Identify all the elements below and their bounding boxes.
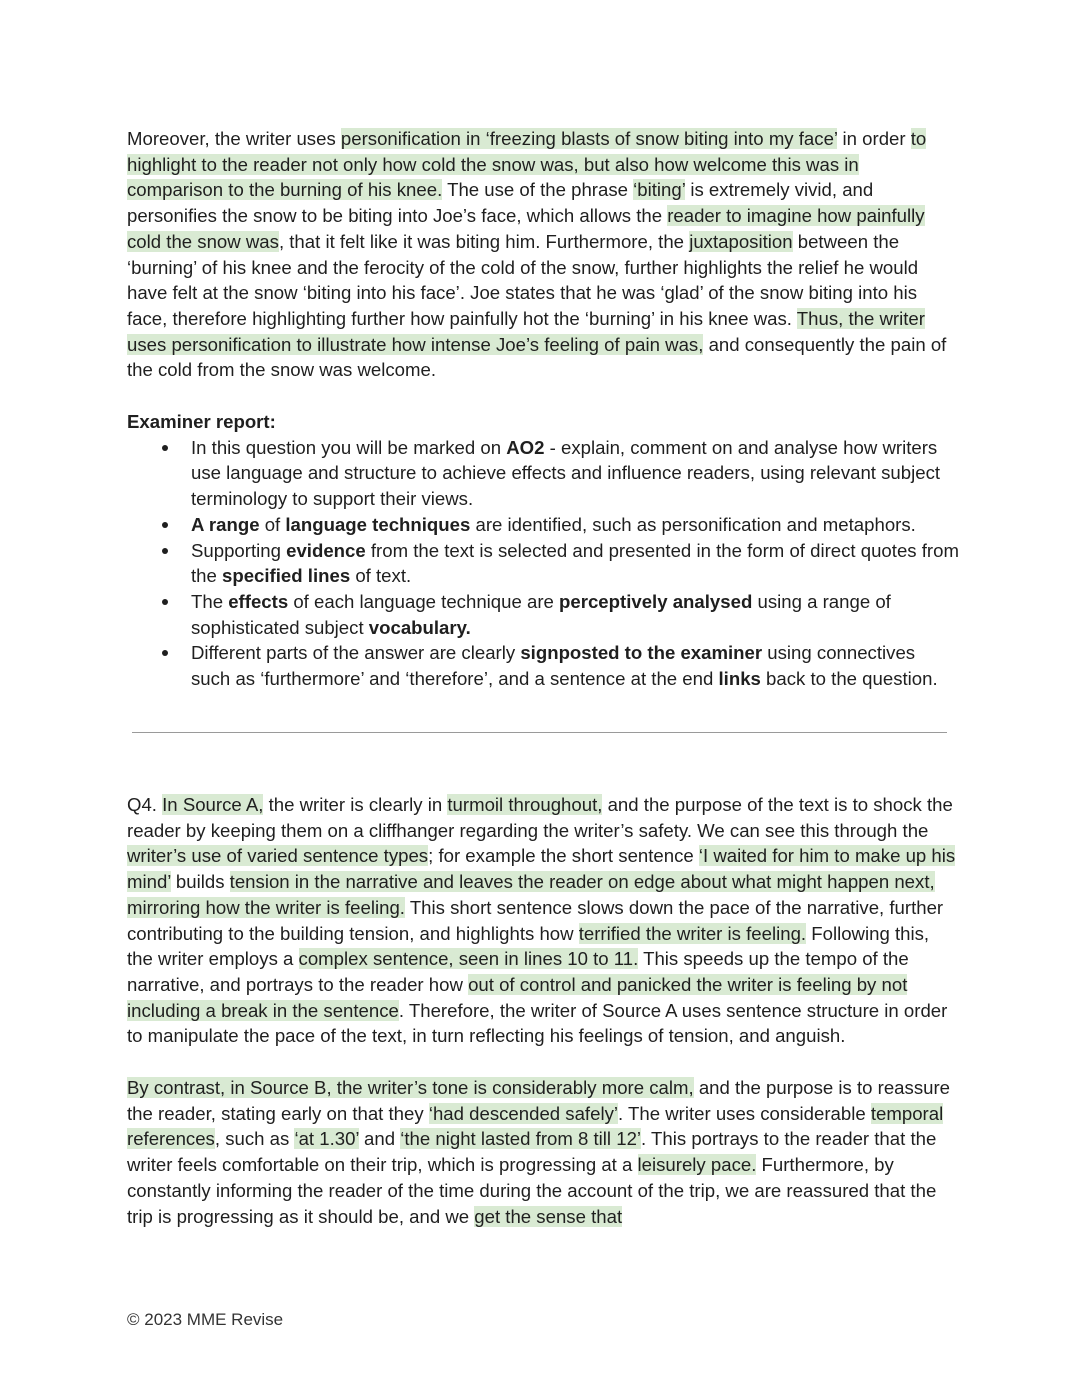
highlight: turmoil throughout, xyxy=(447,794,603,815)
text: and the purpose is to reassure the reader, stating early on that they xyxy=(127,1077,950,1124)
highlight: writer’s use of varied sentence types xyxy=(127,845,429,867)
highlight: terrified the writer is feeling. xyxy=(578,922,807,944)
text: Following this, the writer employs a xyxy=(127,922,930,970)
bold-text: links xyxy=(718,668,761,690)
text: Moreover, the writer uses xyxy=(127,128,341,149)
highlight: get the sense that xyxy=(474,1205,623,1227)
text: of text. xyxy=(350,565,412,587)
bold-text: evidence xyxy=(286,539,366,561)
highlight: Thus, the writer uses personification to illustrate how intense Joe’s feeling of pain was, xyxy=(127,307,925,355)
highlight: leisurely pace. xyxy=(637,1154,757,1176)
highlight: reader to imagine how painfully cold the snow was xyxy=(127,205,925,252)
text: using connectives such as ‘furthermore’ and ‘therefore’, and a sentence at the end xyxy=(191,642,916,690)
text: of each language technique are xyxy=(288,590,560,612)
bold-text: language techniques xyxy=(285,513,471,535)
text: . This portrays to the reader that the writer feels comfortable on their trip, which is progressing at a xyxy=(127,1128,937,1176)
highlight: By contrast, in Source B, the writer’s tone is considerably more calm, xyxy=(127,1077,694,1099)
highlight: temporal references xyxy=(127,1102,944,1150)
text: Supporting xyxy=(191,539,287,561)
text: are identified, such as personification and metaphors. xyxy=(470,513,916,535)
bold-text: A range xyxy=(191,513,260,535)
text: of xyxy=(259,513,286,535)
highlight: out of control and panicked the writer is feeling by not including a break in the sentence xyxy=(127,973,908,1021)
text: between the ‘burning’ of his knee and the ferocity of the cold of the snow, further highlights the relief he would have felt at the snow ‘biting into his face’. Joe states that he was ‘glad’ of the snow biting into his face, therefore highlighting further how painfully hot the ‘burning’ in his knee was. xyxy=(127,230,919,329)
text: . Therefore, the writer of Source A uses sentence structure in order to manipulate the pace of the text, in turn reflecting his feelings of tension, and anguish. xyxy=(127,999,948,1047)
text: The xyxy=(191,590,229,612)
text: This speeds up the tempo of the narrative, and portrays to the reader how xyxy=(127,948,909,995)
examiner-report-heading: Examiner report: xyxy=(127,411,276,433)
list-item xyxy=(127,640,959,691)
list-item xyxy=(127,589,959,640)
list-item xyxy=(127,435,959,512)
highlight: ‘had descended safely’ xyxy=(428,1102,618,1124)
bold-text: AO2 xyxy=(506,436,545,458)
text: Q4. xyxy=(127,794,163,815)
text: , such as xyxy=(214,1128,295,1150)
highlight: complex sentence, seen in lines 10 to 11. xyxy=(298,948,639,970)
q4-answer xyxy=(127,792,959,1229)
text: using a range of sophisticated subject xyxy=(191,590,891,638)
text: Furthermore, by constantly informing the reader of the time during the account of the trip, we are reassured that the trip is progressing as it should be, and we xyxy=(127,1154,937,1227)
highlight: juxtaposition xyxy=(689,230,793,252)
highlight: to highlight to the reader not only how cold the snow was, but also how welcome this was in comparison to the burning of his knee. xyxy=(127,128,927,201)
highlight: In Source A, xyxy=(162,794,264,815)
paragraph-personification xyxy=(127,126,959,383)
text: builds xyxy=(170,871,230,893)
text: is extremely vivid, and personifies the snow to be biting into Joe’s face, which allows the xyxy=(127,179,874,227)
examiner-report-list xyxy=(127,435,959,692)
answer-content xyxy=(127,126,959,692)
text: The use of the phrase xyxy=(442,179,634,201)
highlight: ‘biting’ xyxy=(633,179,686,201)
text: the writer is clearly in xyxy=(263,794,448,815)
text: in order xyxy=(837,128,911,149)
text: In this question you will be marked on xyxy=(191,436,507,458)
horizontal-divider xyxy=(132,732,947,733)
text: and the purpose of the text is to shock the reader by keeping them on a cliffhanger regarding the writer’s safety. We can see this through the xyxy=(127,794,953,841)
text: and xyxy=(358,1128,401,1150)
bold-text: perceptively analysed xyxy=(559,590,753,612)
bold-text: signposted to the examiner xyxy=(520,642,763,664)
text: , that it felt like it was biting him. Furthermore, the xyxy=(278,230,690,252)
highlight: personification in ‘freezing blasts of snow biting into my face’ xyxy=(340,128,838,149)
text: This short sentence slows down the pace of the narrative, further contributing to the building tension, and highlights how xyxy=(127,896,944,944)
text: from the text is selected and presented in the form of direct quotes from the xyxy=(191,539,959,587)
list-item xyxy=(127,538,959,589)
highlight: tension in the narrative and leaves the reader on edge about what might happen next, mirroring how the writer is feeling. xyxy=(127,871,935,918)
text: Different parts of the answer are clearly xyxy=(191,642,521,664)
text: . The writer uses considerable xyxy=(618,1102,871,1124)
text: back to the question. xyxy=(760,668,938,690)
list-item xyxy=(127,512,959,538)
text: ; for example the short sentence xyxy=(428,845,699,867)
paragraph-source-a xyxy=(127,792,959,1049)
bold-text: vocabulary. xyxy=(368,616,471,638)
highlight: ‘I waited for him to make up his mind’ xyxy=(127,845,956,893)
text: - explain, comment on and analyse how writers use language and structure to achieve effects and influence readers, using relevant subject terminology to support their views. xyxy=(191,436,941,510)
highlight: ‘the night lasted from 8 till 12’ xyxy=(400,1128,642,1150)
bold-text: effects xyxy=(228,590,289,612)
bold-text: specified lines xyxy=(222,565,351,587)
highlight: ‘at 1.30’ xyxy=(294,1128,359,1150)
copyright-footer: © 2023 MME Revise xyxy=(127,1310,284,1329)
text: and consequently the pain of the cold from the snow was welcome. xyxy=(127,333,947,381)
paragraph-source-b xyxy=(127,1075,959,1229)
